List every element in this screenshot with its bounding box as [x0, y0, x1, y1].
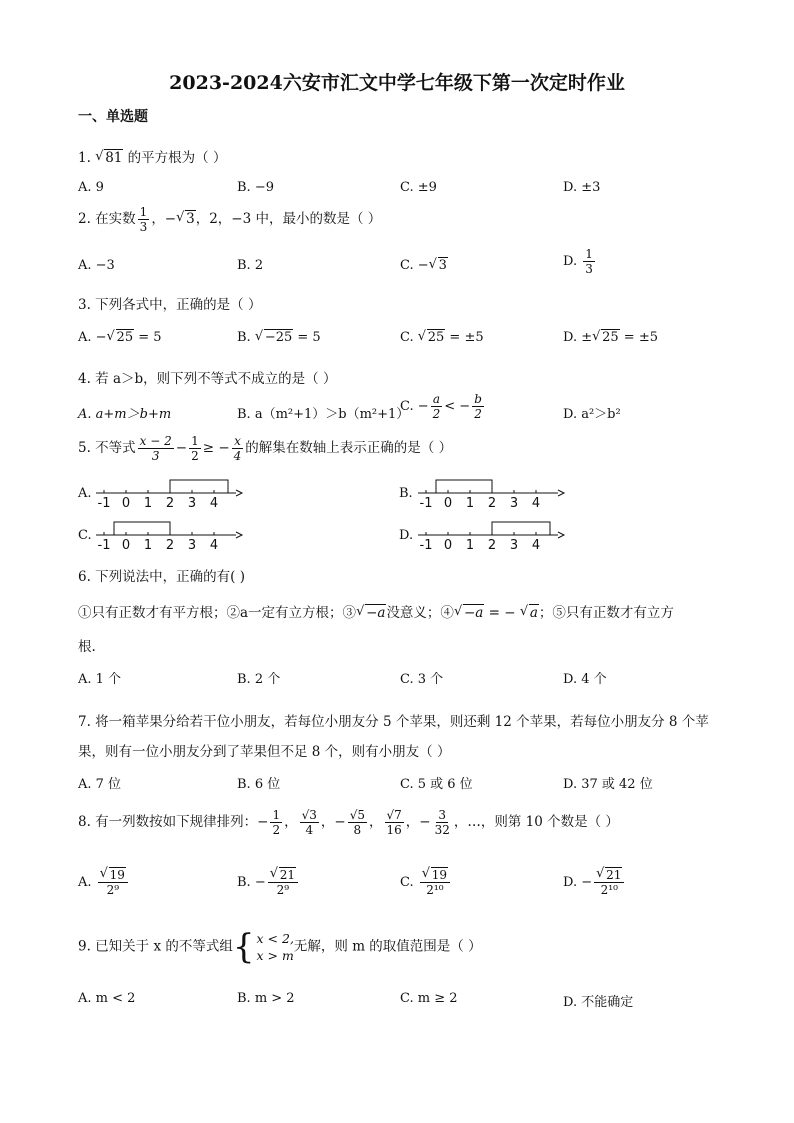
q3-c-radicand: 25 — [427, 330, 445, 345]
axis-tick-label: 4 — [531, 496, 541, 510]
q5-suffix: 的解集在数轴上表示正确的是（ ） — [245, 440, 453, 456]
q2-option-d-fraction — [583, 247, 595, 276]
q8-option-a[interactable] — [78, 868, 130, 897]
q8-b-den: 2⁹ — [276, 883, 290, 897]
q6-statements-line-1 — [78, 601, 674, 621]
q5-number-line-a[interactable] — [94, 476, 244, 510]
q3-a-prefix: A. − — [78, 330, 107, 345]
q2-option-d-num: 1 — [585, 247, 593, 261]
q5-frac-1-den: 3 — [151, 449, 160, 463]
q5-prefix: 5. 不等式 — [78, 440, 136, 456]
q5-option-a-label[interactable]: A. — [78, 486, 92, 501]
axis-tick-label: 1 — [143, 538, 153, 552]
q8-c-frac — [420, 868, 450, 897]
q6-cbrt-rhs — [520, 605, 539, 621]
q8-a-den: 2⁹ — [106, 883, 120, 897]
q2-sqrt-radicand: 3 — [186, 211, 195, 227]
q3-option-d[interactable] — [563, 330, 658, 345]
q1-radicand: 81 — [105, 150, 123, 166]
q4-c-den-a: 2 — [432, 407, 441, 421]
q2-option-d-label: D. — [563, 254, 578, 269]
q8-term-2 — [300, 808, 319, 837]
q3-d-sqrt — [592, 330, 620, 345]
q9-option-a[interactable]: A. m < 2 — [78, 991, 136, 1006]
question-6: 6. 下列说法中，正确的有( ) — [78, 569, 245, 585]
q3-option-a[interactable] — [78, 330, 162, 345]
q5-option-d-label[interactable]: D. — [399, 528, 414, 543]
q9-ineq-2: x > m — [256, 948, 294, 963]
q2-sqrt — [176, 211, 196, 227]
solution-bracket — [170, 480, 228, 493]
axis-tick-label: 4 — [209, 538, 219, 552]
q8-suffix: ，…，则第 10 个数是（ ） — [453, 814, 619, 830]
axis-tick-label: 4 — [531, 538, 541, 552]
section-heading: 一、单选题 — [78, 109, 148, 125]
q4-c-num-b: b — [474, 392, 482, 406]
q8-c-radicand: 19 — [431, 868, 448, 882]
q1-option-a[interactable]: A. 9 — [78, 180, 104, 195]
q4-c-prefix: C. − — [400, 399, 429, 414]
q8-term-4-den: 16 — [386, 823, 402, 837]
q1-number: 1. — [78, 150, 91, 166]
q5-frac-3-num: x — [234, 434, 241, 448]
axis-tick-label: 0 — [443, 496, 453, 510]
axis-tick-label: -1 — [97, 538, 111, 552]
q3-option-b[interactable] — [237, 330, 321, 345]
q2-fraction — [138, 205, 150, 234]
q8-sep-3: ， — [369, 814, 383, 830]
q6-option-b[interactable]: B. 2 个 — [237, 672, 281, 687]
axis-tick-label: 1 — [465, 496, 475, 510]
q9-brace: { — [232, 927, 255, 967]
axis-tick-label: 0 — [121, 496, 131, 510]
q3-b-sqrt — [255, 330, 293, 345]
solution-bracket — [114, 522, 170, 535]
q5-number-line-d[interactable] — [416, 518, 566, 552]
q5-frac-1-num: x − 2 — [139, 434, 172, 448]
q8-b-frac — [268, 868, 298, 897]
q8-option-b[interactable] — [237, 868, 300, 897]
q4-option-a[interactable]: A. a+m＞b+m — [78, 407, 172, 422]
q9-prefix: 9. 已知关于 x 的不等式组 — [78, 938, 233, 955]
q8-c-den: 2¹⁰ — [426, 883, 444, 897]
q8-d-sqrt — [596, 868, 622, 882]
q8-c-label: C. — [400, 875, 414, 890]
q8-d-label: D. − — [563, 875, 593, 890]
axis-tick-label: 2 — [165, 538, 175, 552]
q8-a-label: A. — [78, 875, 92, 890]
q8-option-d[interactable] — [563, 868, 626, 897]
question-1 — [78, 146, 226, 166]
question-3: 3. 下列各式中，正确的是（ ） — [78, 297, 262, 313]
axis-tick-label: 3 — [187, 538, 197, 552]
axis-tick-label: -1 — [97, 496, 111, 510]
q7-option-d[interactable]: D. 37 或 42 位 — [563, 777, 653, 792]
q8-c-sqrt — [422, 868, 448, 882]
q8-b-sqrt — [270, 868, 296, 882]
axis-tick-label: 1 — [143, 496, 153, 510]
q1-option-b[interactable]: B. −9 — [237, 180, 274, 195]
q3-c-suffix: = ±5 — [445, 330, 484, 345]
q6-option-c[interactable]: C. 3 个 — [400, 672, 444, 687]
q2-frac-den: 3 — [139, 220, 148, 234]
q8-term-2-den: 4 — [305, 823, 314, 837]
q2-option-c-sqrt — [429, 258, 448, 273]
axis-tick-label: 2 — [487, 496, 497, 510]
q4-option-d[interactable]: D. a²＞b² — [563, 407, 621, 422]
q2-option-c[interactable] — [400, 258, 448, 273]
q7-option-a[interactable]: A. 7 位 — [78, 777, 122, 792]
axis-tick-label: 0 — [443, 538, 453, 552]
q8-d-frac — [594, 868, 624, 897]
question-4: 4. 若 a＞b，则下列不等式不成立的是（ ） — [78, 371, 337, 387]
q6-part-3: ；⑤只有正数才有立方 — [538, 605, 674, 621]
q9-option-d[interactable]: D. 不能确定 — [563, 995, 634, 1010]
q3-d-prefix: D. ± — [563, 330, 593, 345]
q5-option-b-label[interactable]: B. — [399, 486, 413, 501]
axis-tick-label: 1 — [465, 538, 475, 552]
axis-tick-label: 3 — [509, 496, 519, 510]
q2-option-c-radicand: 3 — [438, 258, 447, 273]
q2-option-b[interactable]: B. 2 — [237, 258, 264, 273]
question-9 — [78, 927, 482, 967]
q1-sqrt — [95, 150, 123, 166]
axis-arrow-icon — [236, 490, 242, 496]
q1-option-d[interactable]: D. ±3 — [563, 180, 601, 195]
q6-cbrt-rhs-radicand: a — [529, 605, 538, 621]
q3-b-radicand: −25 — [264, 330, 293, 345]
q5-frac-1 — [138, 434, 174, 463]
axis-tick-label: -1 — [419, 496, 433, 510]
question-5 — [78, 434, 452, 463]
question-7-line-2: 果，则有一位小朋友分到了苹果但不足 8 个，则有小朋友（ ） — [78, 744, 451, 760]
q8-d-radicand: 21 — [606, 868, 622, 882]
q8-d-den: 2¹⁰ — [600, 883, 618, 897]
q8-term-5-num: 3 — [438, 808, 447, 822]
q5-number-line-b[interactable] — [416, 476, 566, 510]
q6-eq: = − — [484, 605, 520, 621]
q8-a-frac — [98, 868, 128, 897]
q3-a-sqrt — [107, 330, 135, 345]
q1-option-c[interactable]: C. ±9 — [400, 180, 437, 195]
q6-sqrt-radicand: −a — [366, 605, 386, 621]
question-2 — [78, 205, 381, 234]
q3-b-suffix: = 5 — [293, 330, 321, 345]
q4-option-b[interactable]: B. a（m²+1）＞b（m²+1） — [237, 407, 410, 422]
q6-part-1: ①只有正数才有平方根；②a一定有立方根；③ — [78, 605, 357, 621]
q4-c-mid: < − — [444, 399, 471, 414]
q9-option-b[interactable]: B. m > 2 — [237, 991, 295, 1006]
q5-option-c-label[interactable]: C. — [78, 528, 92, 543]
q7-option-b[interactable]: B. 6 位 — [237, 777, 281, 792]
question-8 — [78, 808, 619, 837]
q5-frac-3-den: 4 — [233, 449, 242, 463]
q4-option-c[interactable] — [400, 392, 486, 421]
q6-part-2: 没意义；④ — [386, 605, 454, 621]
q2-mid2: ，2，−3 中，最小的数是（ ） — [195, 211, 382, 227]
q8-b-radicand: 21 — [279, 868, 295, 882]
q2-prefix: 2. 在实数 — [78, 211, 136, 227]
q3-d-radicand: 25 — [602, 330, 619, 345]
q8-term-3-den: 8 — [353, 823, 362, 837]
q8-option-c[interactable] — [400, 868, 452, 897]
page-title: 2023-2024六安市汇文中学七年级下第一次定时作业 — [169, 72, 625, 94]
axis-tick-label: -1 — [419, 538, 433, 552]
solution-bracket — [492, 522, 550, 535]
q8-a-radicand: 19 — [109, 868, 125, 882]
q1-text: 的平方根为（ ） — [127, 150, 227, 166]
q6-option-a[interactable]: A. 1 个 — [78, 672, 122, 687]
q3-option-c[interactable] — [400, 330, 484, 345]
q8-prefix: 8. 有一列数按如下规律排列：− — [78, 814, 269, 830]
q4-c-frac-a — [431, 392, 443, 421]
q5-frac-3 — [232, 434, 244, 463]
solution-bracket — [436, 480, 492, 493]
axis-arrow-icon — [558, 532, 564, 538]
q3-a-suffix: = 5 — [134, 330, 162, 345]
q8-b-label: B. − — [237, 875, 266, 890]
q8-term-1 — [270, 808, 282, 837]
q3-a-radicand: 25 — [116, 330, 134, 345]
q8-term-1-num: 1 — [272, 808, 281, 822]
q4-c-frac-b — [472, 392, 484, 421]
q9-inequality-system — [232, 927, 294, 967]
q2-option-d[interactable] — [563, 247, 597, 276]
question-7-line-1: 7. 将一箱苹果分给若干位小朋友，若每位小朋友分 5 个苹果，则还剩 12 个苹果，若每位小朋友分 8 个苹 — [78, 714, 709, 730]
q2-mid1: ，− — [151, 211, 177, 227]
q3-d-suffix: = ±5 — [619, 330, 658, 345]
q5-frac-2-num: 1 — [191, 434, 199, 448]
q5-number-line-c[interactable] — [94, 518, 244, 552]
q8-term-3 — [348, 808, 367, 837]
q8-term-2-num: √3 — [301, 808, 317, 822]
q6-cbrt-lhs — [454, 605, 484, 621]
axis-tick-label: 3 — [509, 538, 519, 552]
q8-term-4 — [385, 808, 404, 837]
q9-ineq-1: x < 2, — [256, 931, 294, 946]
q6-cbrt-lhs-radicand: −a — [463, 605, 484, 621]
axis-tick-label: 3 — [187, 496, 197, 510]
q3-c-prefix: C. — [400, 330, 418, 345]
q9-option-c[interactable]: C. m ≥ 2 — [400, 991, 458, 1006]
q2-frac-num: 1 — [139, 205, 148, 219]
q3-c-sqrt — [418, 330, 446, 345]
q8-sep-4: ，− — [405, 814, 431, 830]
q6-sqrt — [356, 605, 386, 621]
axis-arrow-icon — [236, 532, 242, 538]
q8-sep-2: ，− — [320, 814, 346, 830]
q8-term-3-num: √5 — [349, 808, 365, 822]
q8-term-5 — [433, 808, 452, 837]
q8-term-1-den: 2 — [272, 823, 281, 837]
q6-statements-line-2: 根. — [78, 639, 96, 655]
q3-b-prefix: B. — [237, 330, 255, 345]
q2-option-c-label: C. − — [400, 258, 429, 273]
q2-option-d-den: 3 — [585, 262, 593, 276]
q6-option-d[interactable]: D. 4 个 — [563, 672, 607, 687]
q8-term-5-den: 32 — [434, 823, 450, 837]
q4-c-den-b: 2 — [474, 407, 482, 421]
q7-option-c[interactable]: C. 5 或 6 位 — [400, 777, 473, 792]
axis-arrow-icon — [558, 490, 564, 496]
q2-option-a[interactable]: A. −3 — [78, 258, 115, 273]
axis-tick-label: 4 — [209, 496, 219, 510]
q5-ge: ≥ − — [202, 440, 230, 456]
q5-minus: − — [175, 440, 188, 456]
axis-tick-label: 2 — [487, 538, 497, 552]
q8-term-4-num: √7 — [386, 808, 402, 822]
q5-frac-2-den: 2 — [191, 449, 199, 463]
q8-sep-1: ， — [284, 814, 298, 830]
q4-c-num-a: a — [432, 392, 441, 406]
q9-suffix: 无解，则 m 的取值范围是（ ） — [293, 938, 482, 955]
axis-tick-label: 2 — [165, 496, 175, 510]
axis-tick-label: 0 — [121, 538, 131, 552]
q5-frac-2 — [189, 434, 201, 463]
q8-a-sqrt — [100, 868, 126, 882]
